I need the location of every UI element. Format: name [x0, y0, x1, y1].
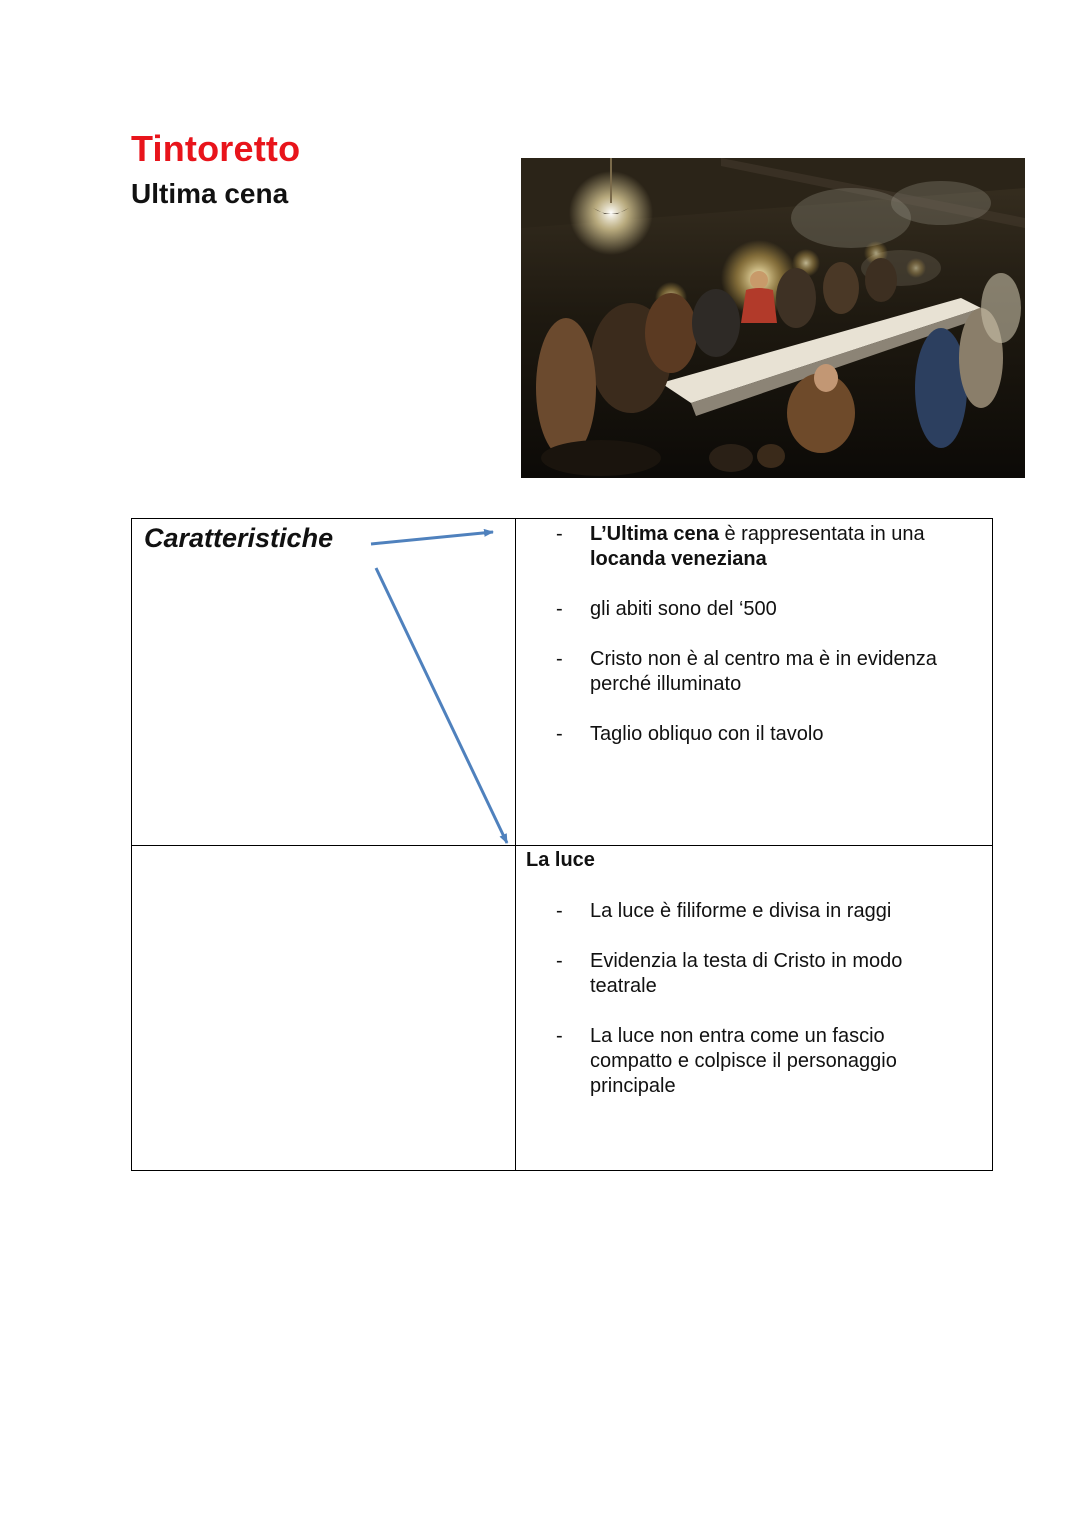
- list-item: [556, 522, 956, 572]
- list-item: [556, 722, 956, 747]
- table-cell-empty: [131, 845, 516, 1171]
- table-cell-characteristics: [515, 518, 993, 846]
- list-item: [556, 1024, 956, 1099]
- table-cell-heading: [131, 518, 516, 846]
- list-text: Taglio obliquo con il tavolo: [590, 723, 824, 745]
- light-list: [556, 899, 956, 1124]
- list-item: [556, 647, 956, 697]
- characteristics-table: [131, 518, 993, 1171]
- list-text: è rappresentata in una: [718, 523, 925, 545]
- last-supper-painting: [521, 158, 1025, 478]
- list-text: La luce è filiforme e divisa in raggi: [590, 900, 892, 922]
- bold-text: locanda veneziana: [590, 548, 767, 570]
- bold-text: L’Ultima cena: [590, 523, 719, 545]
- light-heading: La luce: [526, 849, 595, 871]
- painting-illustration: [521, 158, 1025, 478]
- list-item: [556, 949, 956, 999]
- page-subtitle: Ultima cena: [131, 178, 289, 209]
- list-text: La luce non entra come un fascio compatto e colpisce il personaggio principale: [590, 1025, 897, 1097]
- characteristics-list: [556, 522, 956, 772]
- dash-bullet: -: [556, 723, 563, 745]
- dash-bullet: -: [556, 1025, 563, 1047]
- list-item: [556, 899, 956, 924]
- list-text: gli abiti sono del ‘500: [590, 598, 777, 620]
- page-title: Tintoretto: [131, 128, 301, 169]
- table-cell-light: [515, 845, 993, 1171]
- list-text: Cristo non è al centro ma è in evidenza perché illuminato: [590, 648, 937, 695]
- list-text: Evidenzia la testa di Cristo in modo teatrale: [590, 950, 903, 997]
- list-item: [556, 597, 956, 622]
- dash-bullet: -: [556, 648, 563, 670]
- dash-bullet: -: [556, 950, 563, 972]
- dash-bullet: -: [556, 523, 563, 545]
- dash-bullet: -: [556, 598, 563, 620]
- dash-bullet: -: [556, 900, 563, 922]
- characteristics-heading: Caratteristiche: [144, 523, 334, 553]
